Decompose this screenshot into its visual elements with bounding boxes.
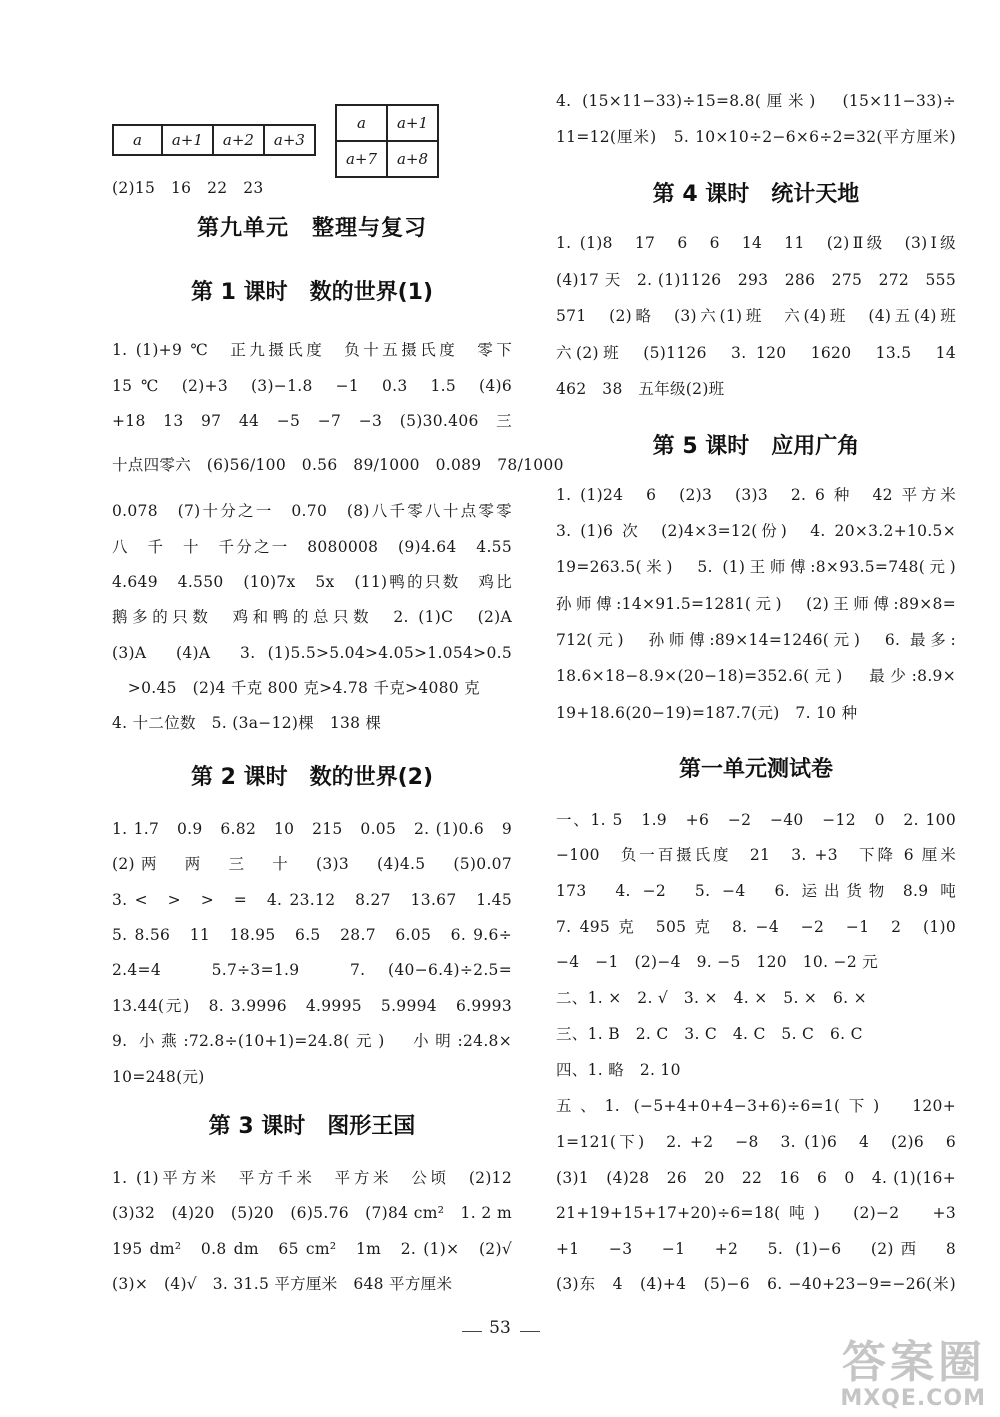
answer-line: 3. (1)6 次 (2)4×3=12(份) 4. 20×3.2+10.5× bbox=[556, 522, 956, 540]
section-heading: 第一单元测试卷 bbox=[678, 757, 833, 782]
answer-line: +1 −3 −1 +2 5. (1)−6 (2)西 8 bbox=[556, 1240, 956, 1258]
answer-line: 1=121(下) 2. +2 −8 3. (1)6 4 (2)6 6 bbox=[556, 1133, 956, 1151]
answer-line: 1. 1.7 0.9 6.82 10 215 0.05 2. (1)0.6 9 bbox=[112, 820, 512, 838]
answer-line: +18 13 97 44 −5 −7 −3 (5)30.406 三 bbox=[112, 412, 512, 430]
answer-line: 孙师傅:14×91.5=1281(元) (2)王师傅:89×8= bbox=[556, 595, 956, 613]
section-heading: 第 1 课时 数的世界(1) bbox=[190, 280, 434, 305]
answer-line: 2.4=4 5.7÷3=1.9 7. (40−6.4)÷2.5= bbox=[112, 961, 512, 979]
answer-line: 十点四零六 (6)56/100 0.56 89/1000 0.089 78/1000 bbox=[112, 456, 564, 474]
table-cell: a+1 bbox=[162, 125, 213, 155]
answer-line: 3. < > > = 4. 23.12 8.27 13.67 1.45 bbox=[112, 891, 512, 909]
answer-line: 六(2)班 (5)1126 3. 120 1620 13.5 14 bbox=[556, 344, 956, 362]
section-heading: 第 2 课时 数的世界(2) bbox=[190, 765, 434, 790]
answer-line: >0.45 (2)4 千克 800 克>4.78 千克>4080 克 bbox=[112, 679, 480, 697]
answer-line: 5. 8.56 11 18.95 6.5 28.7 6.05 6. 9.6÷ bbox=[112, 926, 512, 944]
table-cell: a bbox=[113, 125, 162, 155]
answer-line: 18.6×18−8.9×(20−18)=352.6(元) 最少:8.9× bbox=[556, 667, 956, 685]
answer-line: 鹅多的只数 鸡和鸭的总只数 2. (1)C (2)A bbox=[112, 608, 512, 626]
answer-line: 八 千 十 千分之一 8080008 (9)4.64 4.55 bbox=[112, 538, 512, 556]
answer-line: 9. 小燕:72.8÷(10+1)=24.8(元) 小明:24.8× bbox=[112, 1032, 512, 1050]
answer-line: 1. (1)+9 ℃ 正九摄氏度 负十五摄氏度 零下 bbox=[112, 341, 512, 359]
answer-line: (2)15 16 22 23 bbox=[112, 179, 264, 197]
answer-line: 19+18.6(20−19)=187.7(元) 7. 10 种 bbox=[556, 704, 858, 722]
answer-line: 21+19+15+17+20)÷6=18(吨) (2)−2 +3 bbox=[556, 1204, 956, 1222]
answer-line: 571 (2)略 (3)六(1)班 六(4)班 (4)五(4)班 bbox=[556, 307, 956, 325]
table-cell: a+3 bbox=[264, 125, 315, 155]
answer-line: 五、1. (−5+4+0+4−3+6)÷6=1(下) 120+ bbox=[556, 1097, 956, 1115]
table-cell: a+2 bbox=[213, 125, 264, 155]
table-cell: a bbox=[336, 105, 387, 141]
answer-line: 7. 495 克 505 克 8. −4 −2 −1 2 (1)0 bbox=[556, 918, 956, 936]
table-cell: a+7 bbox=[336, 141, 387, 177]
answer-line: 1. (1)8 17 6 6 14 11 (2)Ⅱ级 (3)Ⅰ级 bbox=[556, 234, 956, 252]
answer-line: 4. 十二位数 5. (3a−12)棵 138 棵 bbox=[112, 714, 382, 732]
answer-line: 462 38 五年级(2)班 bbox=[556, 380, 725, 398]
answer-line: 10=248(元) bbox=[112, 1068, 205, 1086]
answer-line: 0.078 (7)十分之一 0.70 (8)八千零八十点零零 bbox=[112, 502, 512, 520]
answer-line: (3)32 (4)20 (5)20 (6)5.76 (7)84 cm² 1. 2 m bbox=[112, 1204, 512, 1222]
watermark-text: 答案圈 bbox=[842, 1337, 986, 1388]
answer-line: −4 −1 (2)−4 9. −5 120 10. −2 元 bbox=[556, 953, 879, 971]
answer-line: (3)A (4)A 3. (1)5.5>5.04>4.05>1.054>0.5 bbox=[112, 644, 512, 662]
answer-line: (3)东 4 (4)+4 (5)−6 6. −40+23−9=−26(米) bbox=[556, 1275, 956, 1293]
answer-line: 4.649 4.550 (10)7x 5x (11)鸭的只数 鸡比 bbox=[112, 573, 512, 591]
table-cell: a+8 bbox=[387, 141, 438, 177]
section-heading: 第 3 课时 图形王国 bbox=[208, 1114, 416, 1139]
answer-line: −100 负一百摄氏度 21 3. +3 下降 6 厘米 bbox=[556, 846, 956, 864]
section-heading: 第 5 课时 应用广角 bbox=[652, 434, 860, 459]
answer-line: 四、1. 略 2. 10 bbox=[556, 1061, 681, 1079]
table-a-grid bbox=[335, 104, 439, 178]
answer-line: 4. (15×11−33)÷15=8.8(厘米) (15×11−33)÷ bbox=[556, 92, 956, 110]
answer-line: 二、1. × 2. √ 3. × 4. × 5. × 6. × bbox=[556, 989, 867, 1007]
watermark-logo bbox=[840, 1337, 986, 1411]
watermark-url: MXQE.COM bbox=[840, 1386, 986, 1411]
page-number-dash-right bbox=[520, 1331, 540, 1332]
answer-line: 712(元) 孙师傅:89×14=1246(元) 6. 最多: bbox=[556, 631, 956, 649]
answer-line: (2)两 两 三 十 (3)3 (4)4.5 (5)0.07 bbox=[112, 855, 512, 873]
section-heading: 第九单元 整理与复习 bbox=[196, 216, 427, 241]
section-heading: 第 4 课时 统计天地 bbox=[652, 182, 860, 207]
answer-line: 三、1. B 2. C 3. C 4. C 5. C 6. C bbox=[556, 1025, 863, 1043]
page-number-dash-left bbox=[462, 1331, 482, 1332]
answer-line: 195 dm² 0.8 dm 65 cm² 1m 2. (1)× (2)√ bbox=[112, 1240, 512, 1258]
answer-line: (3)1 (4)28 26 20 22 16 6 0 4. (1)(16+ bbox=[556, 1169, 956, 1187]
answer-line: 一、1. 5 1.9 +6 −2 −40 −12 0 2. 100 bbox=[556, 811, 956, 829]
answer-line: 15 ℃ (2)+3 (3)−1.8 −1 0.3 1.5 (4)6 bbox=[112, 377, 512, 395]
answer-line: 19=263.5(米) 5. (1)王师傅:8×93.5=748(元) bbox=[556, 558, 956, 576]
answer-line: (3)× (4)√ 3. 31.5 平方厘米 648 平方厘米 bbox=[112, 1275, 453, 1293]
answer-line: 11=12(厘米) 5. 10×10÷2−6×6÷2=32(平方厘米) bbox=[556, 128, 956, 146]
table-cell: a+1 bbox=[387, 105, 438, 141]
answer-line: (4)17 天 2. (1)1126 293 286 275 272 555 bbox=[556, 271, 956, 289]
answer-line: 13.44(元) 8. 3.9996 4.9995 5.9994 6.9993 bbox=[112, 997, 512, 1015]
page-number: 53 bbox=[489, 1318, 511, 1338]
answer-line: 1. (1)24 6 (2)3 (3)3 2. 6 种 42 平方米 bbox=[556, 486, 956, 504]
answer-line: 173 4. −2 5. −4 6. 运出货物 8.9 吨 bbox=[556, 882, 956, 900]
table-a-row bbox=[112, 124, 316, 156]
answer-line: 1. (1)平方米 平方千米 平方米 公顷 (2)12 bbox=[112, 1169, 512, 1187]
